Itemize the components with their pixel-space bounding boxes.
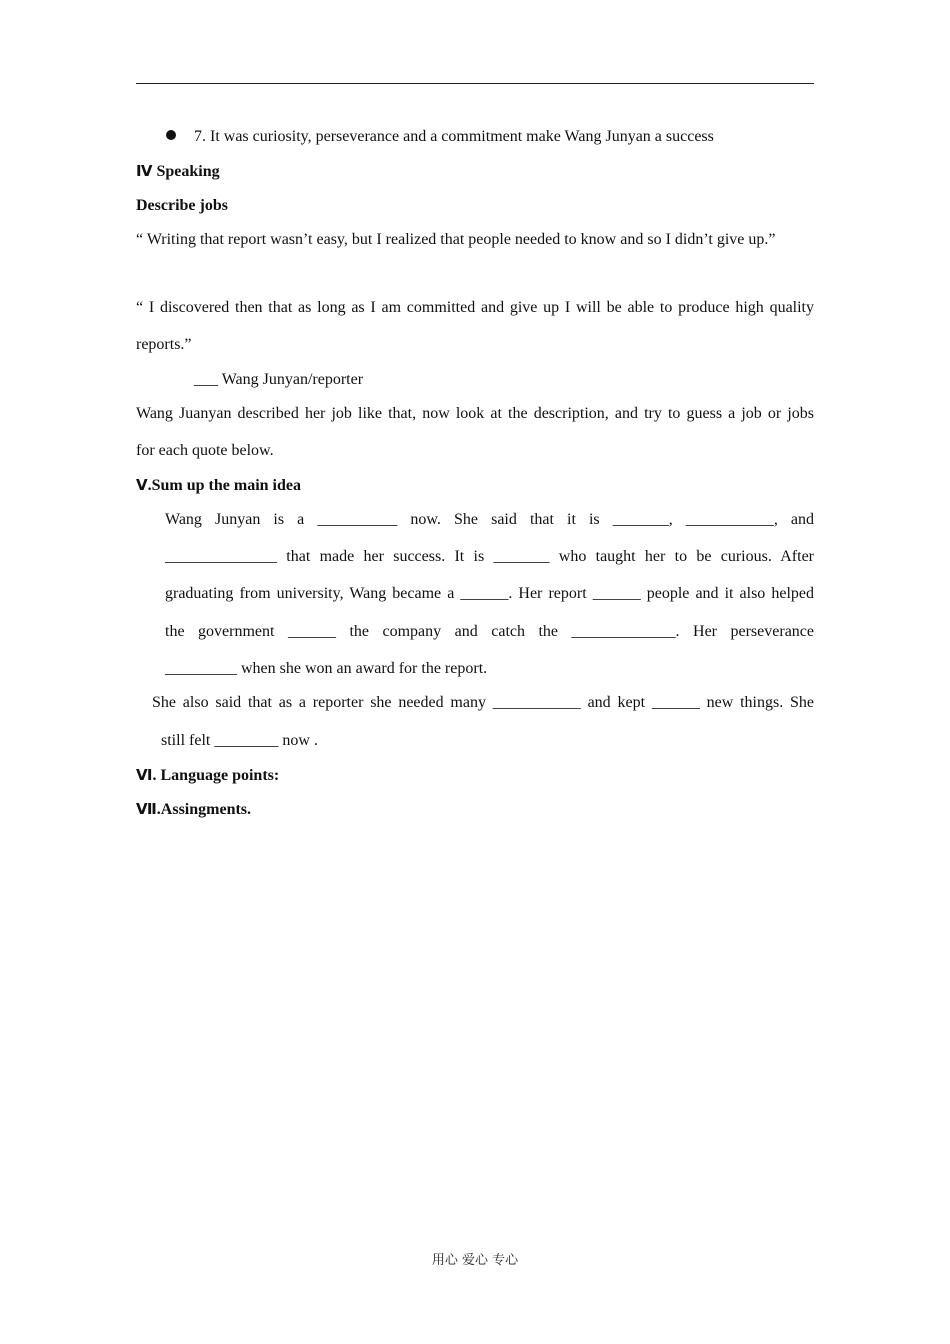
quote-attribution: ___ Wang Junyan/reporter [194,371,364,388]
section-numeral: Ⅵ [136,766,153,784]
summary-line-6: She also said that as a reporter she needed many ___________ and kept ______ new things. She [152,694,814,711]
section-numeral: Ⅳ [136,162,153,180]
quote-2-line-1: “ I discovered then that as long as I am committed and give up I will be able to produce high quality [136,299,814,316]
summary-line-4: the government ______ the company and catch the _____________. Her perseverance [165,623,814,640]
subheading-describe-jobs: Describe jobs [136,197,228,214]
section-numeral: Ⅴ [136,476,148,494]
section-heading-speaking [136,161,220,182]
header-rule [136,83,814,84]
section-title: Speaking [152,163,220,180]
quote-1: “ Writing that report wasn’t easy, but I realized that people needed to know and so I didn’t give up.” [136,231,776,248]
summary-line-1: Wang Junyan is a __________ now. She said that it is _______, ___________, and [165,511,814,528]
bullet-dot-icon [166,130,176,140]
section-title: . Language points: [152,767,280,784]
section-numeral: Ⅶ [136,800,157,818]
page-footer: 用心 爱心 专心 [431,1253,519,1268]
section-title: .Sum up the main idea [147,477,301,494]
summary-line-5: _________ when she won an award for the report. [165,660,488,677]
section-heading-main-idea [136,475,301,496]
instruction-line-2: for each quote below. [136,442,274,459]
summary-line-3: graduating from university, Wang became a ______. Her report ______ people and it also helped [165,585,814,602]
quote-2-line-2: reports.” [136,336,192,353]
bullet-item-7: 7. It was curiosity, perseverance and a commitment make Wang Junyan a success [194,128,714,145]
summary-line-7: still felt ________ now . [161,732,318,749]
section-heading-language-points [136,765,279,786]
section-heading-assignments [136,799,251,820]
section-title: .Assingments. [156,801,252,818]
instruction-line-1: Wang Juanyan described her job like that, now look at the description, and try to guess a job or jobs [136,405,814,422]
summary-line-2: ______________ that made her success. It is _______ who taught her to be curious. After [165,548,814,565]
